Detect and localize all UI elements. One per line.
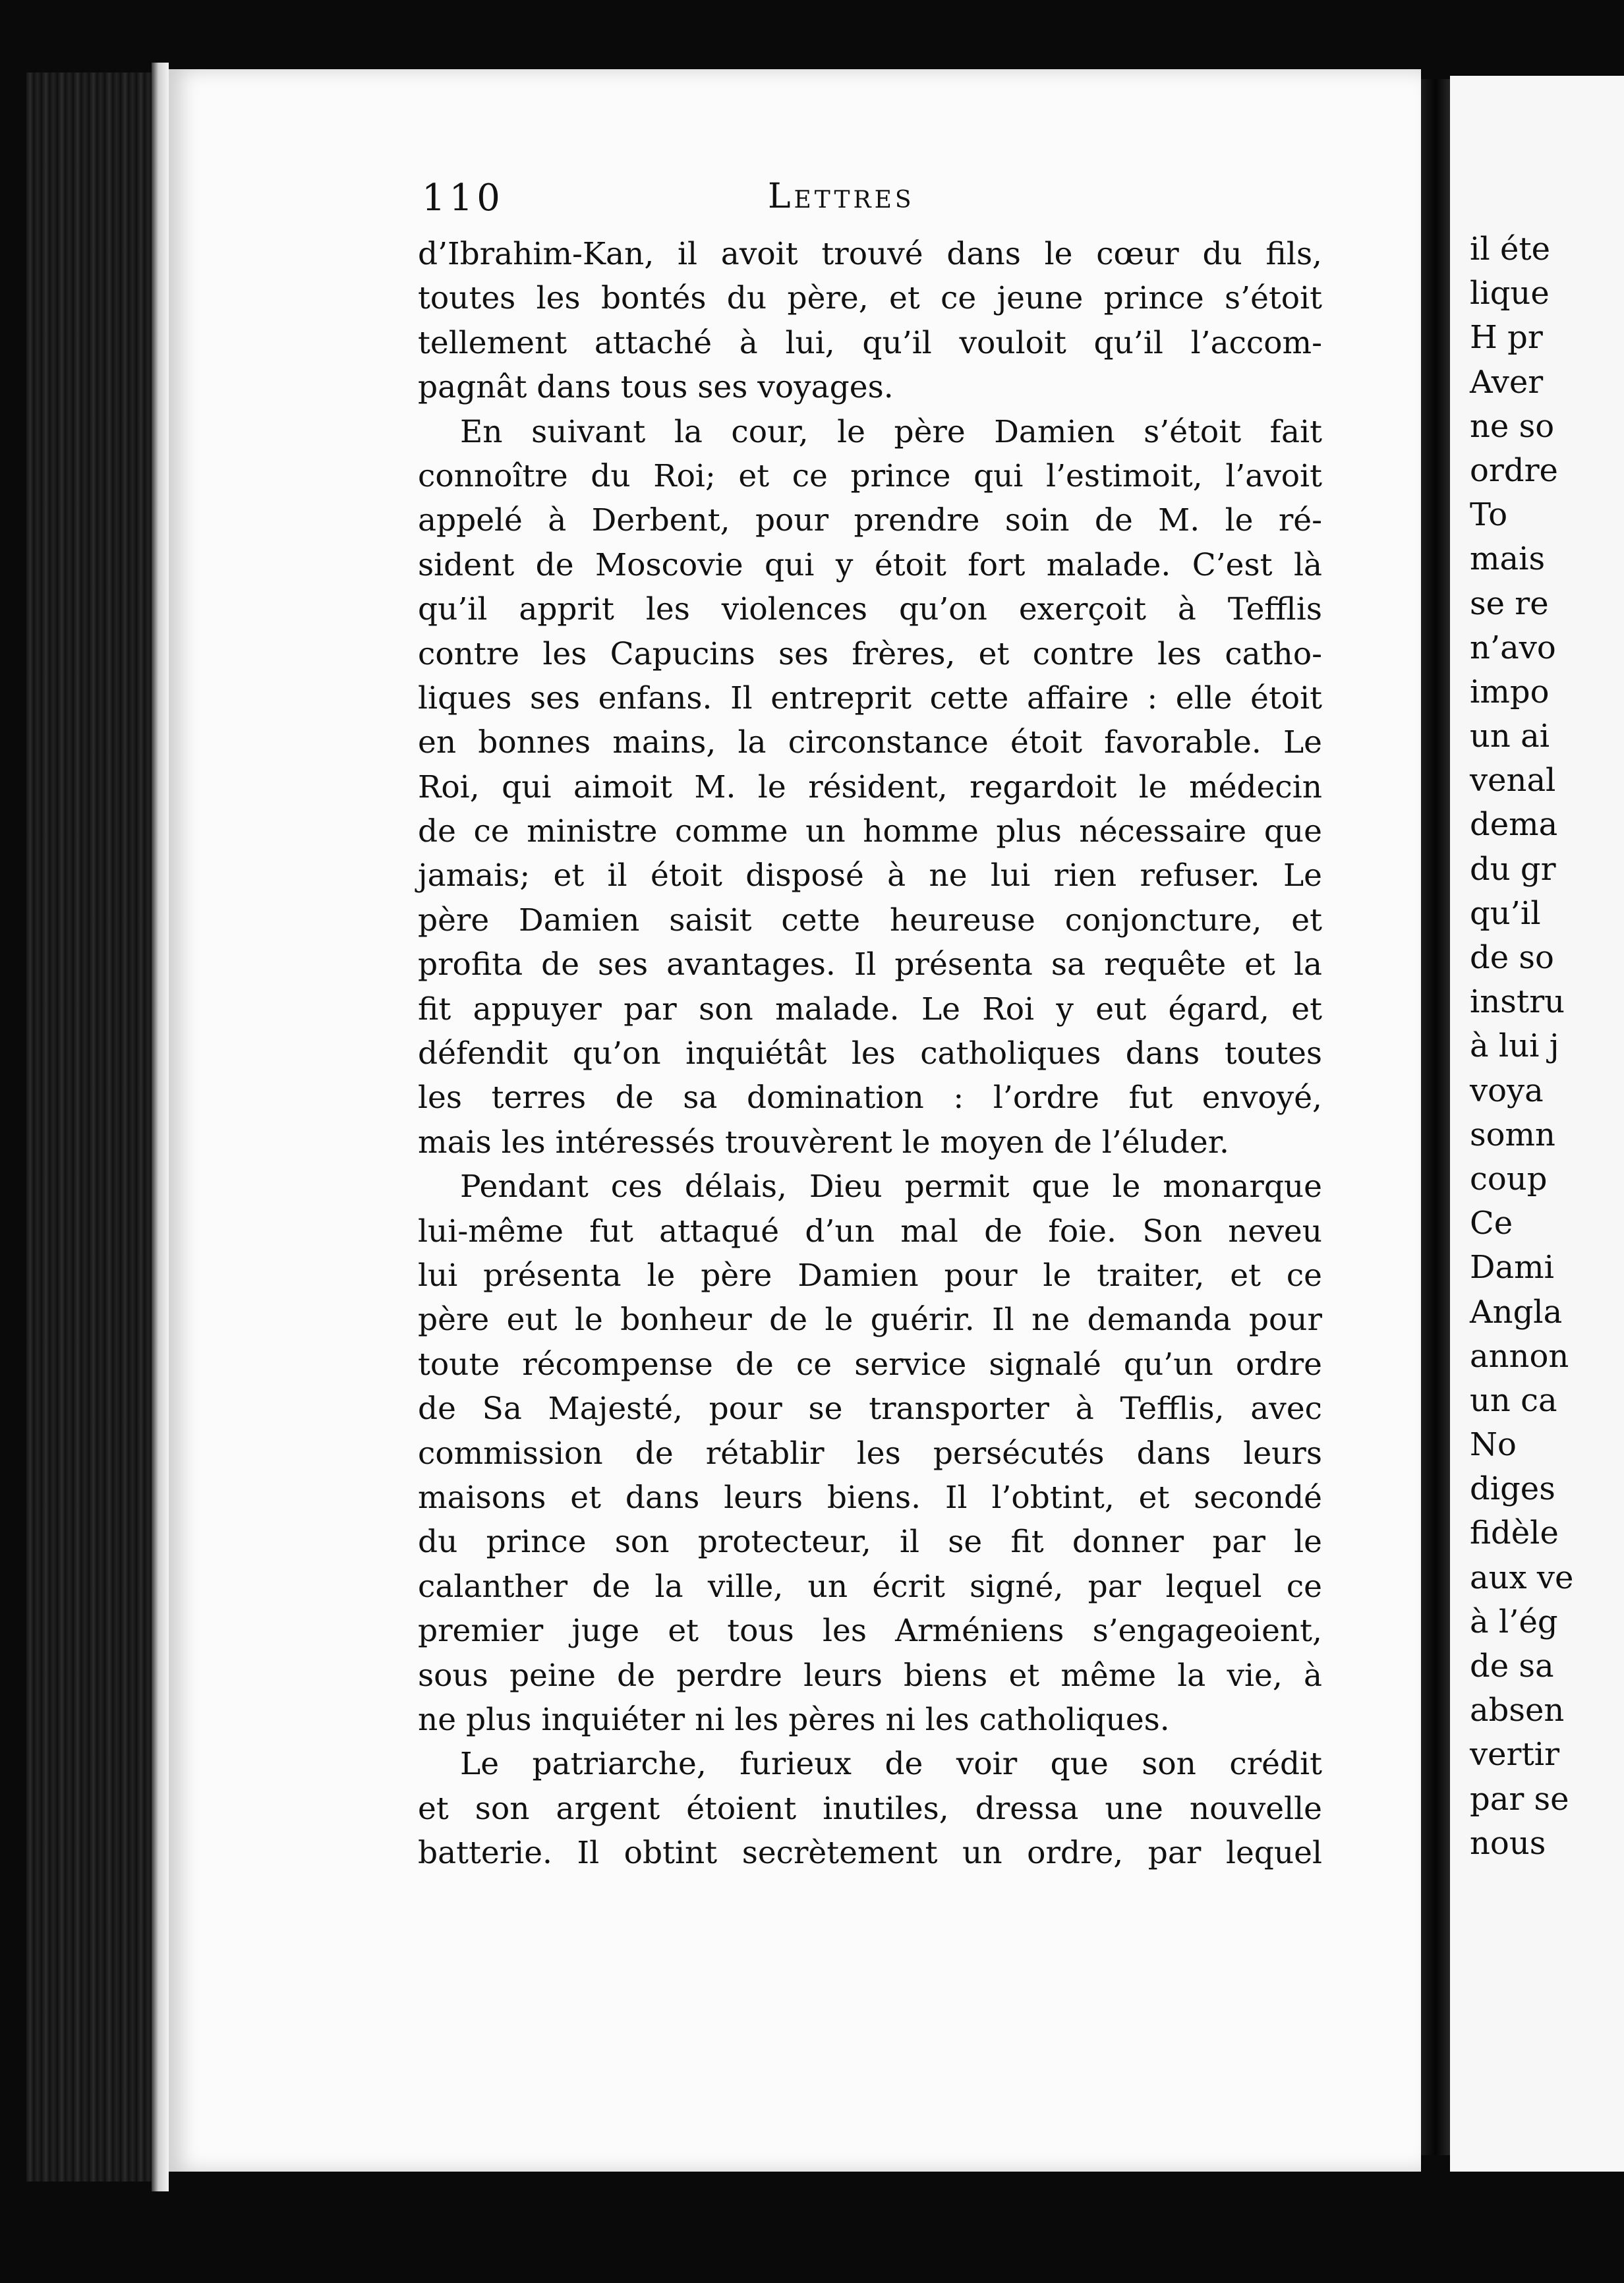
page-edge-shadow (152, 63, 169, 2191)
facing-text-line: vertir (1470, 1736, 1560, 1774)
text-line: sous peine de perdre leurs biens et même la vie, à (418, 1657, 1322, 1694)
text-line: maisons et dans leurs biens. Il l’obtint, et secondé (418, 1479, 1322, 1516)
text-line: tellement attaché à lui, qu’il vouloit qu’il l’accom- (418, 324, 1322, 361)
facing-text-line: annon (1470, 1337, 1569, 1375)
text-line: les terres de sa domination : l’ordre fut envoyé, (418, 1080, 1322, 1116)
facing-text-line: à l’ég (1470, 1603, 1558, 1640)
text-line: et son argent étoient inutiles, dressa une nouvelle (418, 1790, 1322, 1827)
facing-text-line: qu’il (1470, 894, 1541, 932)
facing-text-line: de sa (1470, 1648, 1554, 1685)
facing-text-line: venal (1470, 762, 1556, 799)
text-line: Pendant ces délais, Dieu permit que le monarque (460, 1169, 1322, 1205)
facing-text-line: fidèle (1470, 1515, 1559, 1552)
text-line: toute récompense de ce service signalé qu’un ordre (418, 1346, 1322, 1383)
text-line: père Damien saisit cette heureuse conjoncture, et (418, 902, 1322, 939)
facing-text-line: Aver (1470, 363, 1544, 401)
facing-text-line: du gr (1470, 850, 1556, 888)
facing-text-line: un ai (1470, 718, 1550, 755)
text-line: de ce ministre comme un homme plus nécessaire que (418, 813, 1322, 850)
text-line: liques ses enfans. Il entreprit cette affaire : elle étoit (418, 679, 1322, 716)
text-line: ne plus inquiéter ni les pères ni les catholiques. (418, 1701, 1170, 1738)
facing-text-line: voya (1470, 1072, 1544, 1109)
facing-text-line: absen (1470, 1692, 1565, 1729)
book-gutter (1421, 79, 1450, 2155)
text-line: fit appuyer par son malade. Le Roi y eut égard, et (418, 991, 1322, 1027)
running-head: Lettres (768, 177, 915, 216)
facing-text-line: mais (1470, 540, 1546, 578)
text-line: Roi, qui aimoit M. le résident, regardoit le médecin (418, 768, 1322, 805)
facing-text-line: il éte (1470, 231, 1551, 268)
text-line: connoître du Roi; et ce prince qui l’estimoit, l’avoit (418, 457, 1322, 494)
facing-text-line: nous (1470, 1824, 1546, 1862)
text-line: sident de Moscovie qui y étoit fort malade. C’est là (418, 546, 1322, 583)
facing-page-text (1470, 227, 1573, 1866)
facing-text-line: par se (1470, 1780, 1569, 1818)
page-number: 110 (422, 177, 504, 219)
facing-text-line: de so (1470, 939, 1554, 976)
facing-text-line: aux ve (1470, 1559, 1574, 1596)
book-binding (26, 72, 152, 2182)
facing-text-line: Ce (1470, 1205, 1513, 1242)
text-line: lui présenta le père Damien pour le traiter, et ce (418, 1257, 1322, 1294)
text-line: défendit qu’on inquiétât les catholiques dans toutes (418, 1035, 1322, 1072)
text-line: commission de rétablir les persécutés dans leurs (418, 1435, 1322, 1472)
facing-text-line: ordre (1470, 451, 1558, 489)
text-line: en bonnes mains, la circonstance étoit favorable. Le (418, 724, 1322, 761)
text-line: premier juge et tous les Arméniens s’engageoient, (418, 1613, 1322, 1650)
text-line: profita de ses avantages. Il présenta sa requête et la (418, 946, 1322, 983)
text-line: du prince son protecteur, il se fit donner par le (418, 1524, 1322, 1561)
text-line: pagnât dans tous ses voyages. (418, 369, 894, 406)
text-line: de Sa Majesté, pour se transporter à Tefflis, avec (418, 1391, 1322, 1428)
facing-text-line: coup (1470, 1160, 1548, 1198)
facing-text-line: Angla (1470, 1293, 1563, 1331)
text-line: qu’il apprit les violences qu’on exerçoit à Tefflis (418, 591, 1322, 628)
text-line: contre les Capucins ses frères, et contre les catho- (418, 635, 1322, 672)
text-line: toutes les bontés du père, et ce jeune prince s’étoit (418, 280, 1322, 317)
text-line: batterie. Il obtint secrètement un ordre, par lequel (418, 1835, 1322, 1872)
facing-text-line: diges (1470, 1470, 1555, 1508)
text-line: mais les intéressés trouvèrent le moyen de l’éluder. (418, 1124, 1229, 1161)
facing-text-line: somn (1470, 1116, 1555, 1153)
text-line: appelé à Derbent, pour prendre soin de M. le ré- (418, 502, 1322, 539)
text-line: lui-même fut attaqué d’un mal de foie. Son neveu (418, 1213, 1322, 1250)
facing-text-line: H pr (1470, 319, 1543, 357)
facing-text-line: n’avo (1470, 629, 1556, 666)
text-line: En suivant la cour, le père Damien s’étoit fait (460, 413, 1322, 450)
text-line: jamais; et il étoit disposé à ne lui rien refuser. Le (418, 857, 1322, 894)
facing-text-line: Dami (1470, 1249, 1554, 1286)
facing-text-line: ne so (1470, 407, 1555, 445)
facing-page (1450, 76, 1624, 2172)
facing-text-line: instru (1470, 983, 1565, 1021)
facing-text-line: se re (1470, 585, 1549, 622)
facing-text-line: lique (1470, 275, 1550, 312)
text-line: père eut le bonheur de le guérir. Il ne demanda pour (418, 1302, 1322, 1339)
facing-text-line: To (1470, 496, 1508, 534)
facing-text-line: à lui j (1470, 1027, 1559, 1065)
text-line: d’Ibrahim-Kan, il avoit trouvé dans le cœur du fils, (418, 236, 1322, 272)
facing-text-line: No (1470, 1426, 1517, 1464)
facing-text-line: impo (1470, 673, 1550, 710)
facing-text-line: un ca (1470, 1381, 1557, 1419)
text-line: calanther de la ville, un écrit signé, par lequel ce (418, 1568, 1322, 1605)
text-line: Le patriarche, furieux de voir que son crédit (460, 1746, 1322, 1783)
facing-text-line: dema (1470, 806, 1558, 844)
page-header (422, 177, 1318, 223)
body-text (418, 232, 1322, 1875)
